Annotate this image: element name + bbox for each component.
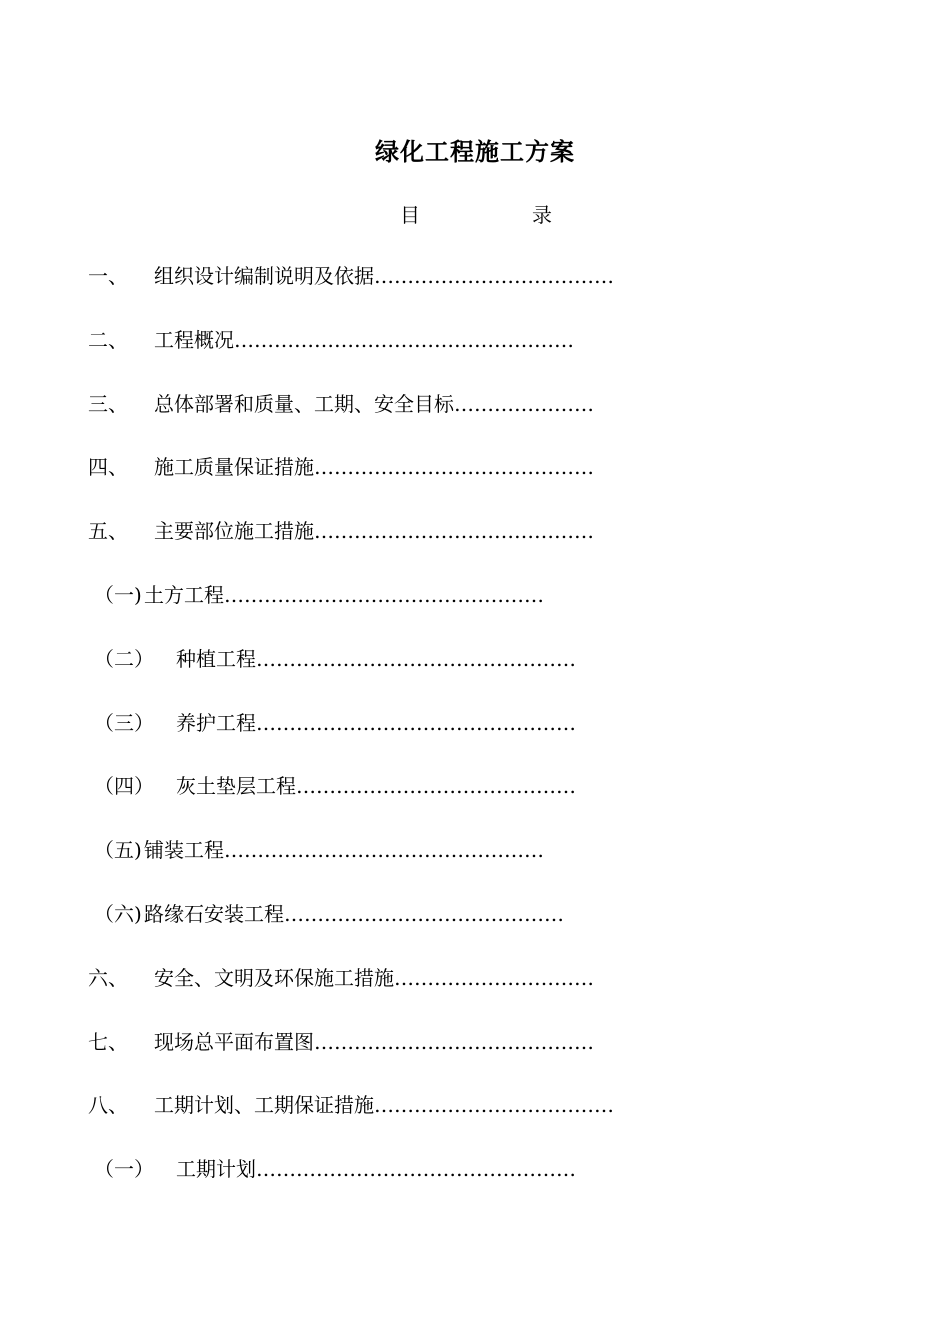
toc-entry-label: 灰土垫层工程	[176, 774, 296, 798]
toc-entry-leader-dots: …………………………………………	[256, 647, 576, 671]
toc-entry-leader-dots: ………………………………	[374, 264, 614, 288]
toc-entry-leader-dots: …………………………………………	[256, 1157, 576, 1181]
toc-entry-number: （六)	[94, 902, 142, 926]
toc-heading-part-1: 目	[400, 203, 420, 227]
toc-entry-number: （一)	[94, 583, 142, 607]
toc-entry-number: （五)	[94, 838, 142, 862]
toc-entry-leader-dots: …………………………………………	[224, 838, 544, 862]
toc-entry[interactable]	[88, 643, 576, 675]
toc-entry-label: 现场总平面布置图	[154, 1030, 314, 1054]
toc-entry-label: 主要部位施工措施	[154, 519, 314, 543]
toc-entry[interactable]	[88, 1026, 594, 1058]
toc-entry-label: 组织设计编制说明及依据	[154, 264, 374, 288]
toc-entry-label: 施工质量保证措施	[154, 455, 314, 479]
toc-entry-number: 三、	[88, 392, 128, 416]
toc-entry-leader-dots: …………………	[454, 392, 594, 416]
toc-entry[interactable]	[88, 707, 576, 739]
toc-entry-number: 一、	[88, 264, 128, 288]
page-title: 绿化工程施工方案	[375, 137, 575, 166]
toc-entry-label: 安全、文明及环保施工措施	[154, 966, 394, 990]
toc-entry-leader-dots: ……………………………………	[284, 902, 564, 926]
toc-entry-label: 种植工程	[176, 647, 256, 671]
toc-entry[interactable]	[88, 898, 564, 930]
toc-entry-label: 养护工程	[176, 711, 256, 735]
toc-entry-number: 七、	[88, 1030, 128, 1054]
toc-entry-number: 八、	[88, 1093, 128, 1117]
toc-entry-label: 工程概况	[154, 328, 234, 352]
toc-entry[interactable]	[88, 962, 594, 994]
toc-entry-label: 铺装工程	[144, 838, 224, 862]
toc-entry-leader-dots: …………………………………………	[224, 583, 544, 607]
toc-entry-leader-dots: ……………………………………	[314, 455, 594, 479]
toc-entry-number: （一）	[94, 1157, 154, 1181]
toc-entry-number: （四）	[94, 774, 154, 798]
toc-entry-label: 工期计划、工期保证措施	[154, 1093, 374, 1117]
toc-entry-leader-dots: …………………………………………	[256, 711, 576, 735]
toc-entry-leader-dots: ……………………………………	[314, 519, 594, 543]
toc-entry-number: 六、	[88, 966, 128, 990]
toc-entry-label: 工期计划	[176, 1157, 256, 1181]
toc-heading	[400, 200, 560, 230]
toc-entry[interactable]	[88, 770, 576, 802]
toc-entry[interactable]	[88, 451, 594, 483]
toc-entry[interactable]	[88, 515, 594, 547]
toc-entry[interactable]	[88, 834, 544, 866]
toc-entry[interactable]	[88, 260, 614, 292]
toc-entry[interactable]	[88, 1089, 614, 1121]
toc-entry-number: （二）	[94, 647, 154, 671]
toc-entry[interactable]	[88, 388, 594, 420]
toc-entry[interactable]	[88, 1153, 576, 1185]
toc-entry-label: 总体部署和质量、工期、安全目标	[154, 392, 454, 416]
toc-entry-label: 路缘石安装工程	[144, 902, 284, 926]
toc-entry-leader-dots: ………………………………	[374, 1093, 614, 1117]
toc-entry-leader-dots: …………………………	[394, 966, 594, 990]
toc-entry-leader-dots: ……………………………………………	[234, 328, 574, 352]
toc-entry-number: 四、	[88, 455, 128, 479]
toc-entry-leader-dots: ……………………………………	[314, 1030, 594, 1054]
toc-entry-number: 二、	[88, 328, 128, 352]
toc-entry[interactable]	[88, 324, 574, 356]
toc-entry-leader-dots: ……………………………………	[296, 774, 576, 798]
toc-entry-number: （三）	[94, 711, 154, 735]
toc-entry-number: 五、	[88, 519, 128, 543]
toc-entry[interactable]	[88, 579, 544, 611]
toc-heading-part-2: 录	[532, 203, 552, 227]
toc-entry-label: 土方工程	[144, 583, 224, 607]
